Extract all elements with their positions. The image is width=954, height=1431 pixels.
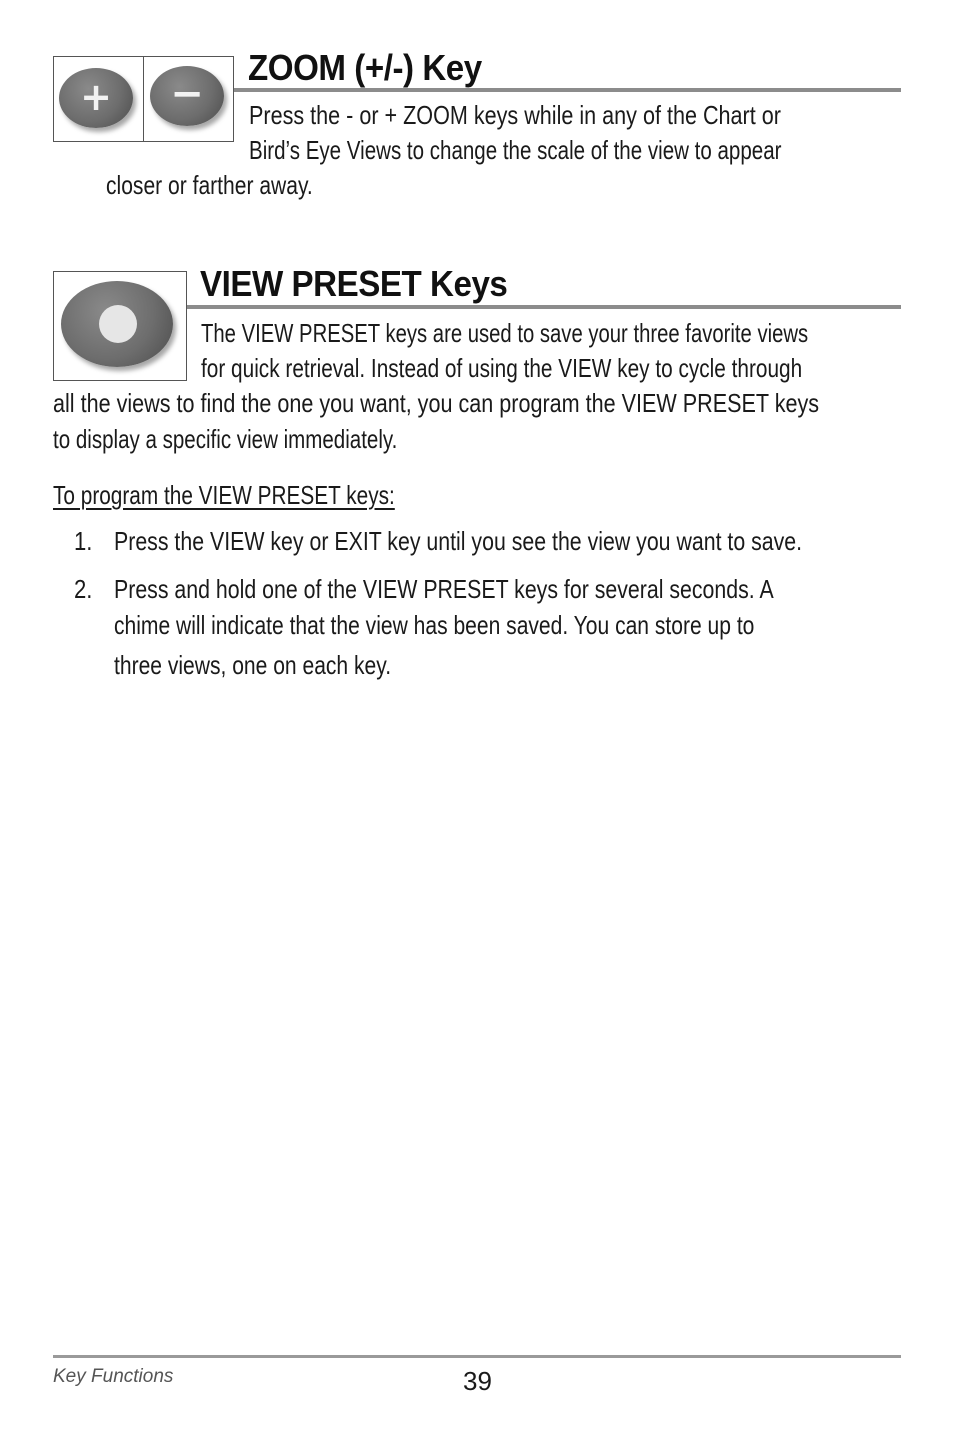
- step-1-line-1: Press the VIEW key or EXIT key until you see the view you want to save.: [114, 526, 803, 556]
- footer-section-name: Key Functions: [53, 1366, 174, 1387]
- zoom-minus-key-icon: [150, 66, 224, 126]
- footer-rule: [53, 1355, 901, 1358]
- view-preset-heading: VIEW PRESET Keys: [200, 263, 508, 304]
- step-2-line-3: three views, one on each key.: [114, 650, 392, 680]
- step-1-number: 1.: [74, 526, 93, 556]
- page-number: 39: [463, 1366, 492, 1396]
- step-2-line-1: Press and hold one of the VIEW PRESET keys for several seconds. A: [114, 574, 774, 604]
- step-2-number: 2.: [74, 574, 93, 604]
- procedure-heading: To program the VIEW PRESET keys:: [53, 480, 395, 510]
- view-preset-key-center-icon: [99, 305, 137, 343]
- step-2-line-2: chime will indicate that the view has been saved. You can store up to: [114, 610, 755, 640]
- zoom-keys-image: [53, 56, 234, 142]
- view-preset-text-line-4: to display a specific view immediately.: [53, 424, 398, 454]
- zoom-text-line-1: Press the - or + ZOOM keys while in any of the Chart or: [249, 100, 781, 130]
- zoom-text-line-3: closer or farther away.: [106, 170, 313, 200]
- view-preset-key-image: [53, 271, 187, 381]
- view-preset-key-icon: [61, 281, 173, 367]
- zoom-image-divider: [143, 57, 144, 141]
- view-preset-heading-rule: [187, 305, 901, 309]
- view-preset-text-line-1: The VIEW PRESET keys are used to save your three favorite views: [201, 318, 809, 348]
- zoom-text-line-2: Bird’s Eye Views to change the scale of the view to appear: [249, 135, 782, 165]
- view-preset-text-line-2: for quick retrieval. Instead of using the VIEW key to cycle through: [201, 353, 803, 383]
- zoom-heading: ZOOM (+/-) Key: [248, 47, 482, 88]
- minus-icon: −: [170, 71, 204, 117]
- zoom-plus-key-icon: [59, 68, 133, 128]
- view-preset-text-line-3: all the views to find the one you want, you can program the VIEW PRESET keys: [53, 388, 820, 418]
- plus-icon: +: [80, 75, 112, 119]
- zoom-heading-rule: [234, 88, 901, 92]
